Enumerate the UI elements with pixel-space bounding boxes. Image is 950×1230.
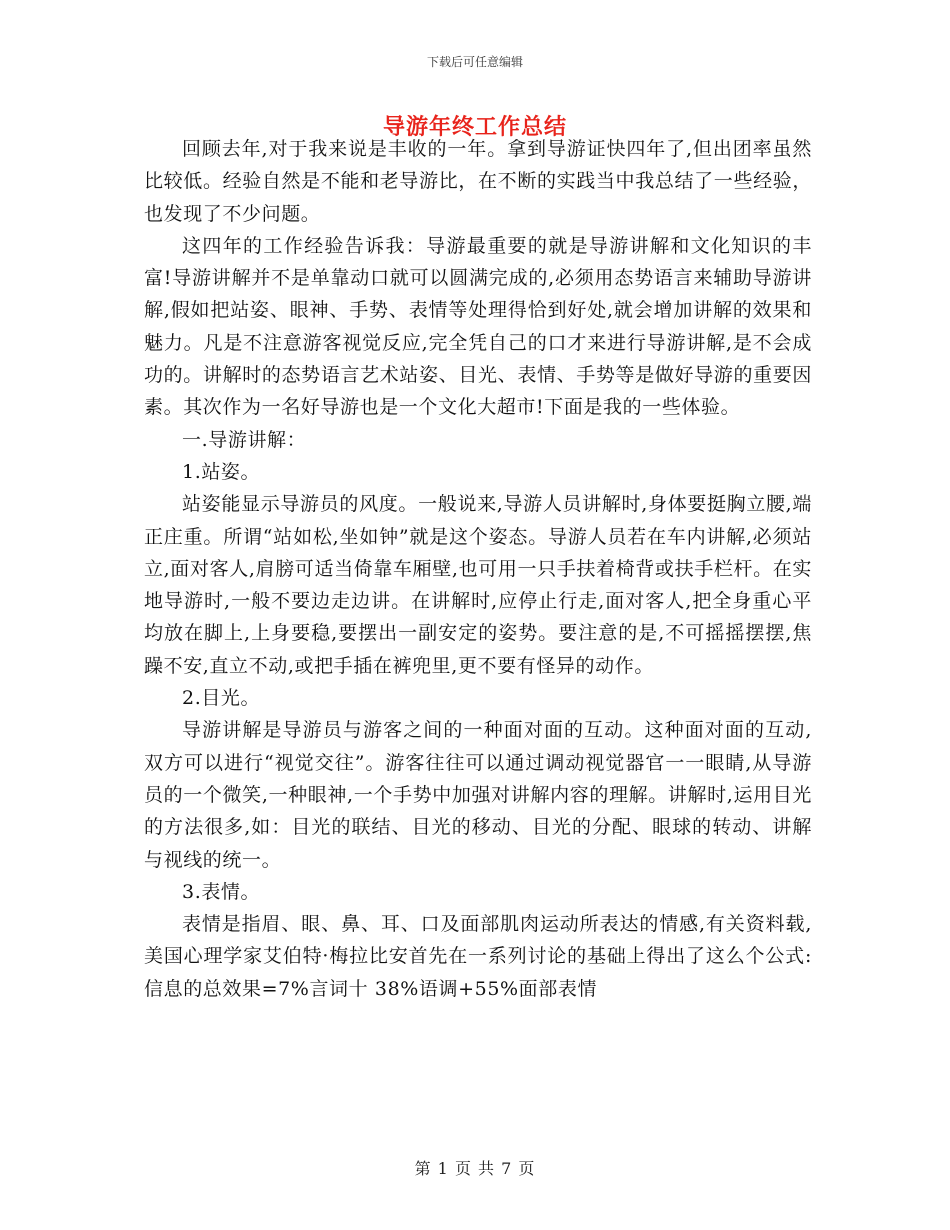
subheading-posture: 1.站姿。 <box>182 460 261 483</box>
document-body <box>144 133 812 1005</box>
section-heading-guiding: 一.导游讲解： <box>182 428 307 451</box>
paragraph-posture: 站姿能显示导游员的风度。一般说来,导游人员讲解时,身体要挺胸立腰,端正庄重。所谓“站如松,坐如钟”就是这个姿态。导游人员若在车内讲解,必须站立,面对客人,肩膀可适当倚靠车厢壁,也可用一只手扶着椅背或扶手栏杆。在实地导游时,一般不要边走边讲。在讲解时,应停止行走,面对客人,把全身重心平均放在脚上,上身要稳,要摆出一副安定的姿势。要注意的是,不可摇摇摆摆,焦躁不安,直立不动,或把手插在裤兜里,更不要有怪异的动作。 <box>144 493 812 677</box>
document-title: 导游年终工作总结 <box>382 114 567 140</box>
page-number-footer: 第 1 页 共 7 页 <box>414 1159 536 1178</box>
subheading-expression: 3.表情。 <box>182 880 261 903</box>
paragraph-expression: 表情是指眉、眼、鼻、耳、口及面部肌肉运动所表达的情感,有关资料载,美国心理学家艾伯特·梅拉比安首先在一系列讨论的基础上得出了这么个公式:信息的总效果=7%言词十 38%语调+55%面部表情 <box>144 913 812 1000</box>
paragraph-intro: 回顾去年,对于我来说是丰收的一年。拿到导游证快四年了,但出团率虽然比较低。经验自然是不能和老导游比，在不断的实践当中我总结了一些经验，也发现了不少问题。 <box>144 138 812 225</box>
paragraph-gaze: 导游讲解是导游员与游客之间的一种面对面的互动。这种面对面的互动,双方可以进行“视觉交往”。游客往往可以通过调动视觉器官一一眼睛,从导游员的一个微笑,一种眼神,一个手势中加强对讲解内容的理解。讲解时,运用目光的方法很多,如：目光的联结、目光的移动、目光的分配、眼球的转动、讲解与视线的统一。 <box>144 719 812 871</box>
subheading-gaze: 2.目光。 <box>182 687 261 710</box>
paragraph-experience: 这四年的工作经验告诉我：导游最重要的就是导游讲解和文化知识的丰富!导游讲解并不是单靠动口就可以圆满完成的,必须用态势语言来辅助导游讲解,假如把站姿、眼神、手势、表情等处理得恰到好处,就会增加讲解的效果和魅力。凡是不注意游客视觉反应,完全凭自己的口才来进行导游讲解,是不会成功的。讲解时的态势语言艺术站姿、目光、表情、手势等是做好导游的重要因素。其次作为一名好导游也是一个文化大超市!下面是我的一些体验。 <box>144 234 812 419</box>
header-note: 下载后可任意编辑 <box>426 55 523 69</box>
